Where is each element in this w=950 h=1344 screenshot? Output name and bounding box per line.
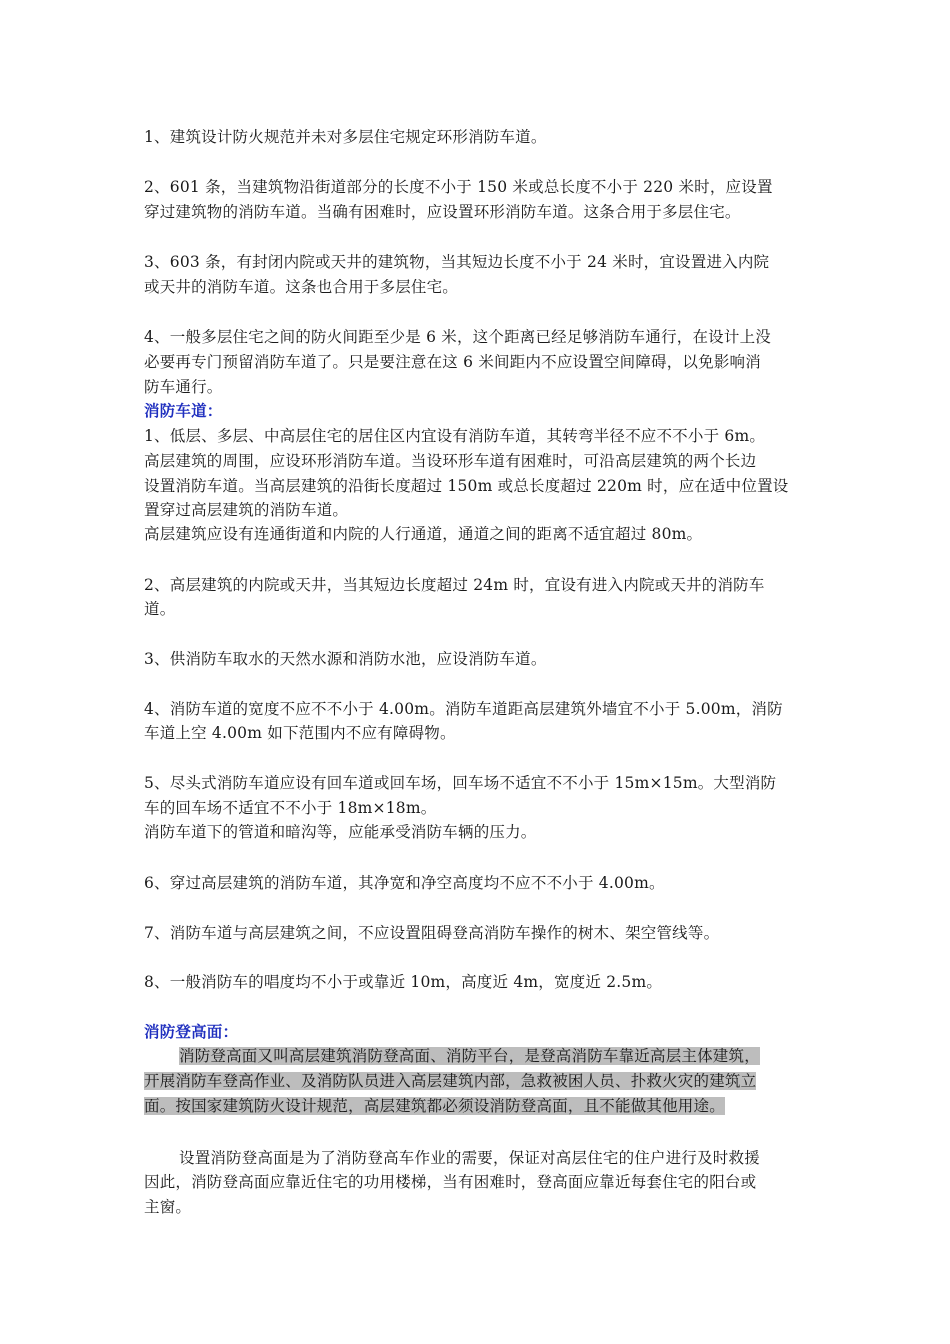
lane-item-4-line-1: 4、消防车道的宽度不应不不小于 4.00m。消防车道距高层建筑外墙宜不小于 5.00m，消防 <box>144 700 783 718</box>
section-heading-climbing-face: 消防登高面： <box>144 1023 239 1041</box>
lane-item-6-line-1: 6、穿过高层建筑的消防车道，其净宽和净空高度均不应不不小于 4.00m。 <box>144 874 665 892</box>
para-2-line-1: 2、601 条，当建筑物沿街道部分的长度不小于 150 米或总长度不小于 220 米时，应设置 <box>144 178 773 196</box>
lane-item-1-line-2: 高层建筑的周围，应设环形消防车道。当设环形车道有困难时，可沿高层建筑的两个长边 <box>144 452 757 470</box>
lane-item-5-line-3: 消防车道下的管道和暗沟等，应能承受消防车辆的压力。 <box>144 823 537 841</box>
lane-item-8-line-1: 8、一般消防车的唱度均不小于或靠近 10m，高度近 4m，宽度近 2.5m。 <box>144 973 663 991</box>
lane-item-1-line-1: 1、低层、多层、中高层住宅的居住区内宜设有消防车道，其转弯半径不应不不小于 6m。 <box>144 427 766 445</box>
lane-item-2-line-2: 道。 <box>144 600 176 618</box>
highlighted-text: 消防登高面又叫高层建筑消防登高面、消防平台，是登高消防车靠近高层主体建筑， <box>179 1047 760 1065</box>
lane-item-3-line-1: 3、供消防车取水的天然水源和消防水池，应设消防车道。 <box>144 650 547 668</box>
lane-item-4-line-2: 车道上空 4.00m 如下范围内不应有障碍物。 <box>144 724 456 742</box>
lane-item-2-line-1: 2、高层建筑的内院或天井，当其短边长度超过 24m 时，宜设有进入内院或天井的消防车 <box>144 576 765 594</box>
para-4-line-3: 防车通行。 <box>144 378 223 396</box>
para-4-line-1: 4、一般多层住宅之间的防火间距至少是 6 米，这个距离已经足够消防车通行，在设计上没 <box>144 328 771 346</box>
lane-item-7-line-1: 7、消防车道与高层建筑之间，不应设置阻碍登高消防车操作的树木、架空管线等。 <box>144 924 720 942</box>
climbing-para-2-line-1: 设置消防登高面是为了消防登高车作业的需要，保证对高层住宅的住户进行及时救援 <box>179 1149 760 1167</box>
para-3-line-2: 或天井的消防车道。这条也合用于多层住宅。 <box>144 278 459 296</box>
para-1-line-1: 1、建筑设计防火规范并未对多层住宅规定环形消防车道。 <box>144 128 547 146</box>
lane-item-1-line-3: 设置消防车道。当高层建筑的沿街长度超过 150m 或总长度超过 220m 时，应在适中位置设 <box>144 477 789 495</box>
climbing-para-2-line-2: 因此，消防登高面应靠近住宅的功用楼梯，当有困难时，登高面应靠近每套住宅的阳台或 <box>144 1173 757 1191</box>
section-heading-fire-lanes: 消防车道： <box>144 402 223 420</box>
lane-item-1-line-4: 置穿过高层建筑的消防车道。 <box>144 501 349 519</box>
highlighted-text: 开展消防车登高作业、及消防队员进入高层建筑内部，急救被困人员、扑救火灾的建筑立 <box>144 1072 757 1090</box>
lane-item-5-line-2: 车的回车场不适宜不不小于 18m×18m。 <box>144 799 437 817</box>
highlighted-text: 面。按国家建筑防火设计规范，高层建筑都必须设消防登高面，且不能做其他用途。 <box>144 1097 725 1115</box>
climbing-para-1-line-3 <box>144 1094 725 1118</box>
lane-item-1-line-5: 高层建筑应设有连通街道和内院的人行通道，通道之间的距离不适宜超过 80m。 <box>144 525 703 543</box>
climbing-para-1-line-2 <box>144 1069 756 1093</box>
para-3-line-1: 3、603 条，有封闭内院或天井的建筑物，当其短边长度不小于 24 米时，宜设置进入内院 <box>144 253 770 271</box>
climbing-para-1-line-1 <box>179 1044 760 1068</box>
para-4-line-2: 必要再专门预留消防车道了。只是要注意在这 6 米间距内不应设置空间障碍，以免影响消 <box>144 353 761 371</box>
para-2-line-2: 穿过建筑物的消防车道。当确有困难时，应设置环形消防车道。这条合用于多层住宅。 <box>144 203 741 221</box>
climbing-para-2-line-3: 主窗。 <box>144 1198 192 1216</box>
lane-item-5-line-1: 5、尽头式消防车道应设有回车道或回车场，回车场不适宜不不小于 15m×15m。大型消防 <box>144 774 777 792</box>
